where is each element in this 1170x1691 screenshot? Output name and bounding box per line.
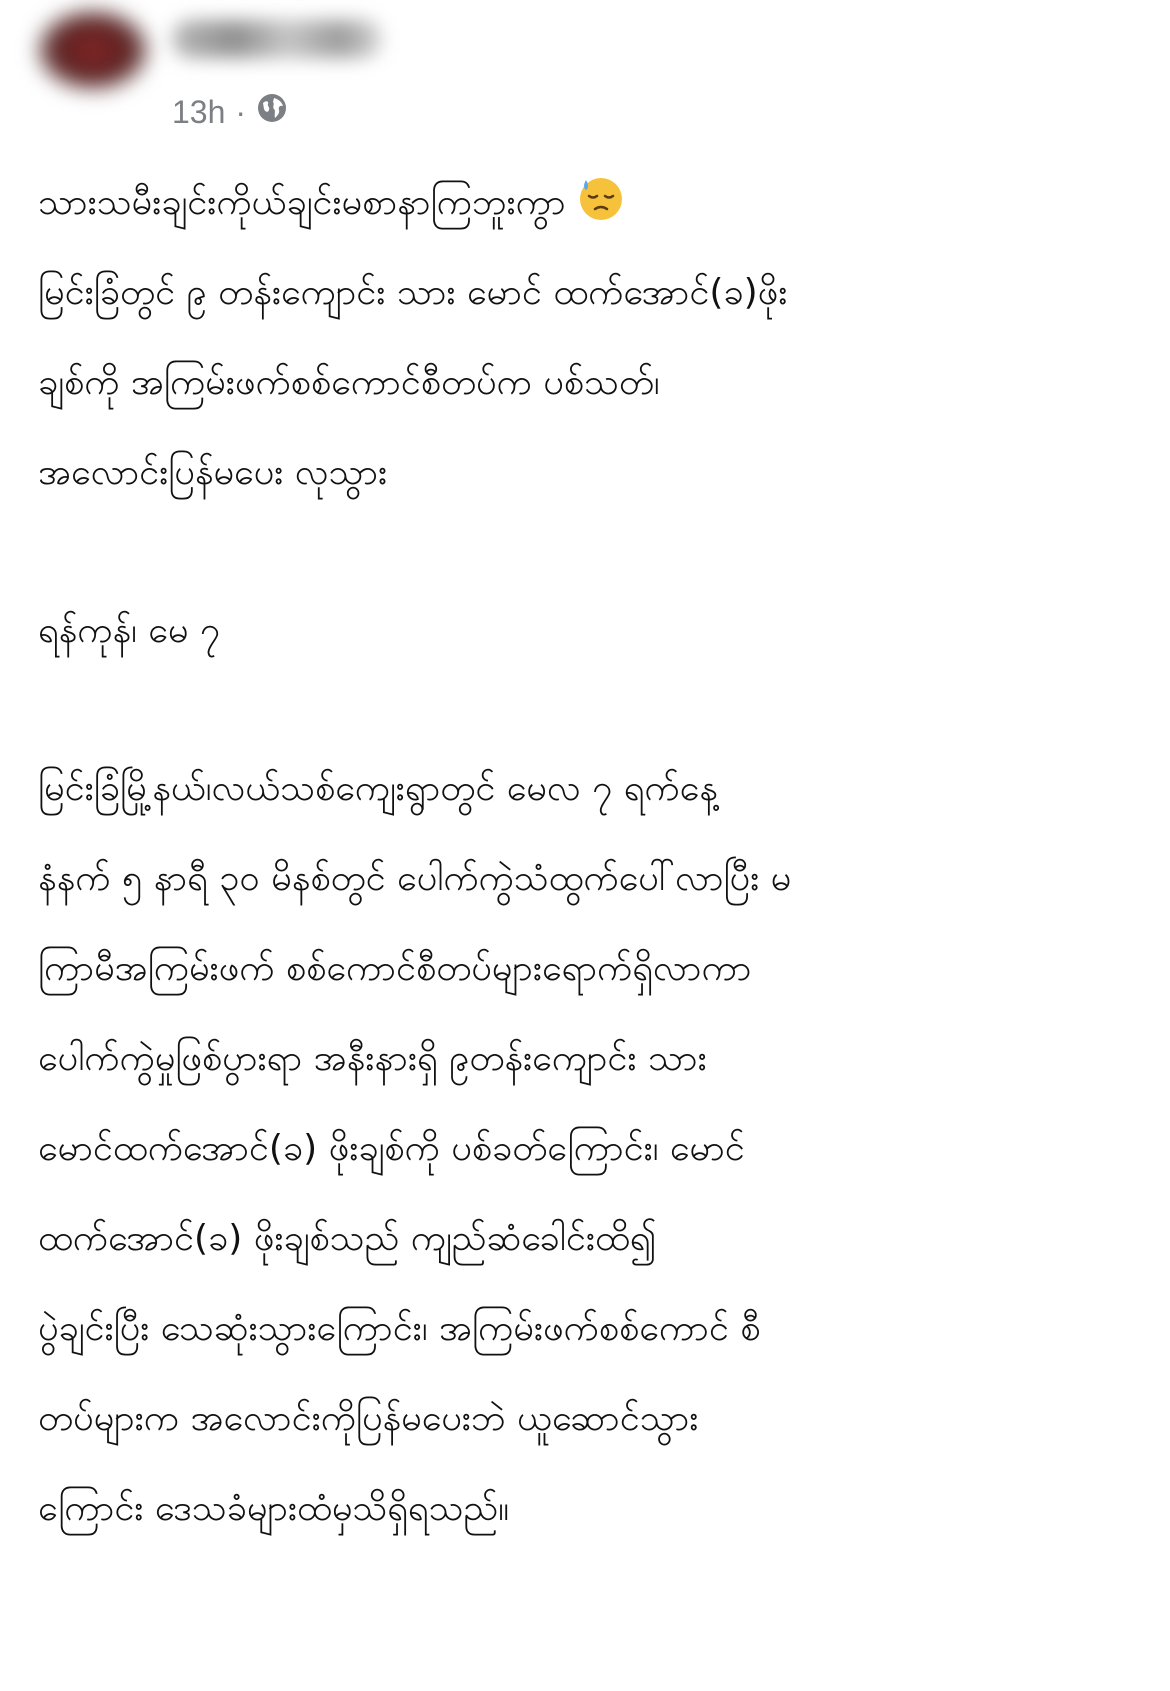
paragraph-gap — [38, 518, 1138, 586]
body-line: မြင်းခြံမြို့နယ်၊လယ်သစ်ကျေးရွာတွင် မေလ ၇ ရက်နေ့ — [38, 768, 718, 809]
post-meta — [172, 90, 288, 134]
post-time[interactable]: 13h — [172, 93, 226, 130]
lead-line: ချစ်ကို အကြမ်းဖက်စစ်ကောင်စီတပ်က ပစ်သတ်၊ — [38, 362, 660, 403]
author-avatar[interactable] — [38, 10, 148, 90]
post-header — [0, 0, 1170, 140]
globe-icon[interactable] — [256, 92, 288, 132]
post-title-line — [38, 158, 1138, 248]
post-body — [38, 158, 1138, 1554]
dateline: ရန်ကုန်၊ မေ ၇ — [38, 610, 221, 651]
body-line: ကြာမီအကြမ်းဖက် စစ်ကောင်စီတပ်များရောက်ရှိလာကာ — [38, 948, 752, 989]
downcast-face-with-sweat-emoji-icon — [566, 182, 624, 223]
body-line: ထက်အောင်(ခ) ဖိုးချစ်သည် ကျည်ဆံခေါင်းထိ၍ — [38, 1218, 657, 1259]
paragraph-gap — [38, 676, 1138, 744]
body-line: ပေါက်ကွဲမှုဖြစ်ပွားရာ အနီးနားရှိ ၉တန်းကျောင်း သား — [38, 1038, 707, 1079]
body-line: မောင်ထက်အောင်(ခ) ဖိုးချစ်ကို ပစ်ခတ်ကြောင်း၊ မောင် — [38, 1128, 745, 1169]
author-name-blurred[interactable] — [172, 20, 382, 58]
body-line: ကြောင်း ဒေသခံများထံမှသိရှိရသည်။ — [38, 1488, 510, 1529]
meta-separator: · — [235, 93, 247, 130]
body-line: တပ်များက အလောင်းကိုပြန်မပေးဘဲ ယူဆောင်သွား — [38, 1398, 699, 1439]
body-line: နံနက် ၅ နာရီ ၃၀ မိနစ်တွင် ပေါက်ကွဲသံထွက်ပေါ်လာပြီး မ — [38, 858, 792, 899]
body-line: ပွဲချင်းပြီး သေဆုံးသွားကြောင်း၊ အကြမ်းဖက်စစ်ကောင် စီ — [38, 1308, 761, 1349]
lead-line: မြင်းခြံတွင် ၉ တန်းကျောင်း သား မောင် ထက်အောင်(ခ)ဖိုး — [38, 272, 788, 313]
lead-line: အလောင်းပြန်မပေး လုသွား — [38, 452, 388, 493]
post-title: သားသမီးချင်းကိုယ်ချင်းမစာနာကြဘူးကွာ — [38, 182, 566, 223]
